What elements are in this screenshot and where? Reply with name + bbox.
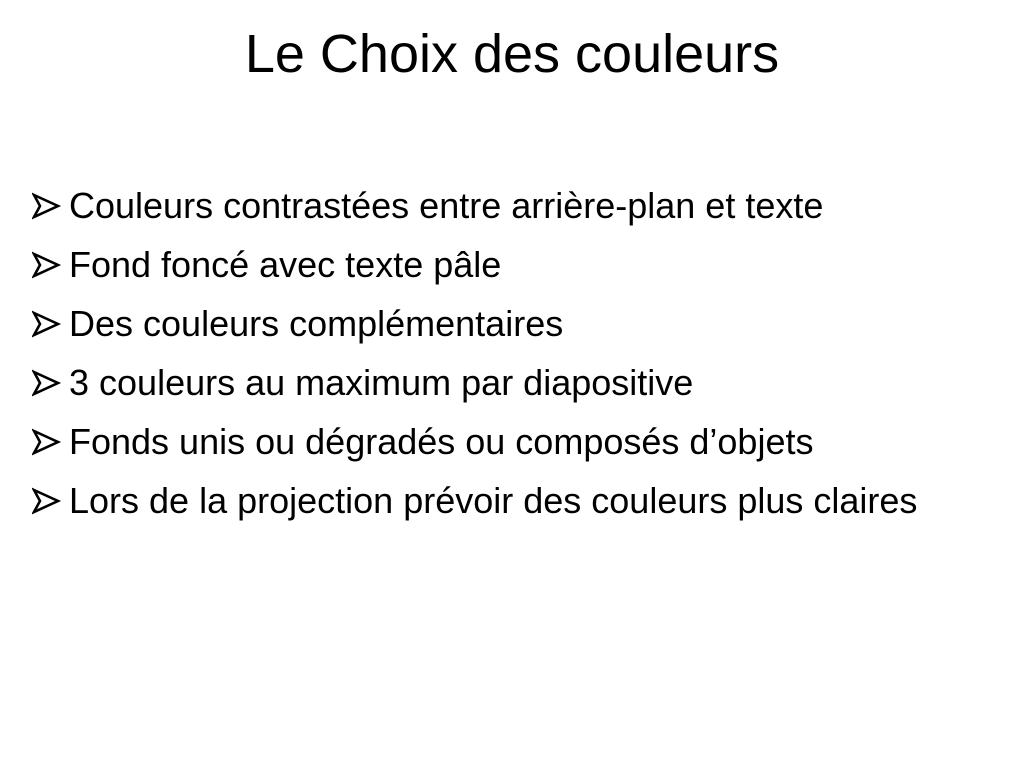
arrowhead-bullet-icon (32, 310, 62, 338)
bullet-item (32, 300, 994, 348)
bullet-item (32, 359, 994, 407)
bullet-item (32, 241, 994, 289)
bullet-list (32, 182, 994, 536)
bullet-text: Des couleurs complémentaires (69, 303, 564, 344)
bullet-item (32, 182, 994, 230)
bullet-text: Couleurs contrastées entre arrière-plan et texte (69, 185, 824, 226)
bullet-text: Fonds unis ou dégradés ou composés d’objets (69, 421, 814, 462)
arrowhead-bullet-icon (32, 428, 62, 456)
bullet-text: Lors de la projection prévoir des couleurs plus claires (69, 480, 918, 521)
arrowhead-bullet-icon (32, 251, 62, 279)
arrowhead-bullet-icon (32, 369, 62, 397)
arrowhead-bullet-icon (32, 192, 62, 220)
bullet-item (32, 418, 994, 466)
slide-title: Le Choix des couleurs (244, 24, 780, 84)
bullet-item (32, 477, 994, 525)
bullet-text: 3 couleurs au maximum par diapositive (69, 362, 694, 403)
bullet-text: Fond foncé avec texte pâle (69, 244, 502, 285)
arrowhead-bullet-icon (32, 487, 62, 515)
